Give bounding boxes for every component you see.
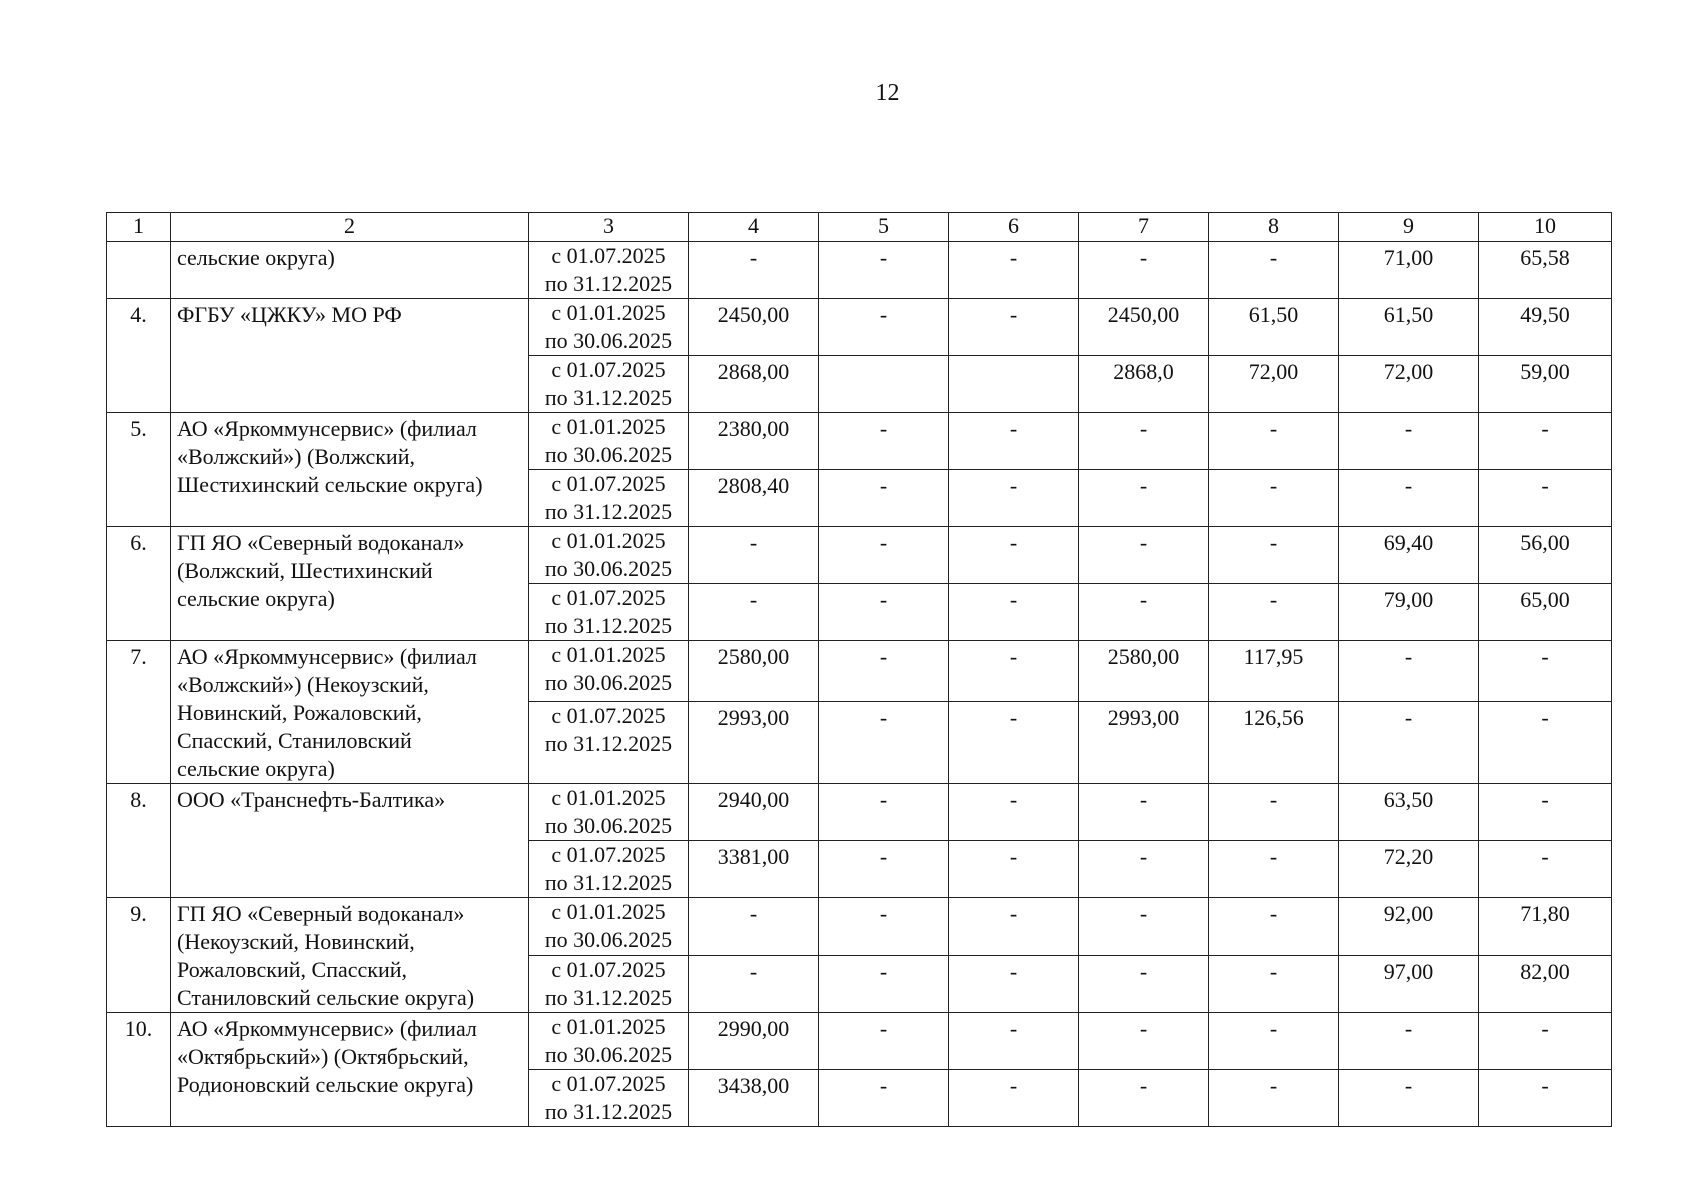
value-cell-col-5: - [819,898,949,956]
column-number-row [107,213,1612,242]
value-cell-col-6: - [949,1013,1079,1070]
value-cell-col-10: 56,00 [1479,527,1612,584]
table-row [107,413,1612,470]
value-cell-col-10: - [1479,641,1612,702]
value-cell-col-10: 65,00 [1479,584,1612,641]
table-row [107,641,1612,702]
value-cell-col-6 [949,356,1079,413]
value-cell-col-6: - [949,955,1079,1013]
organization-name: сельские округа) [171,242,529,299]
value-cell-col-4: - [689,584,819,641]
value-cell-col-9: - [1339,641,1479,702]
value-cell-col-8: - [1209,413,1339,470]
value-cell-col-7: - [1079,584,1209,641]
column-header: 8 [1209,213,1339,242]
value-cell-col-8: - [1209,1070,1339,1127]
value-cell-col-7: 2580,00 [1079,641,1209,702]
page-number: 12 [875,80,900,106]
value-cell-col-7: 2450,00 [1079,299,1209,356]
value-cell-col-10: 65,58 [1479,242,1612,299]
organization-name: ФГБУ «ЦЖКУ» МО РФ [171,299,529,413]
value-cell-col-6: - [949,584,1079,641]
value-cell-col-4: 2450,00 [689,299,819,356]
value-cell-col-5: - [819,584,949,641]
value-cell-col-9: 71,00 [1339,242,1479,299]
row-number: 8. [107,784,171,898]
organization-name: ГП ЯО «Северный водоканал» (Волжский, Шестихинский сельские округа) [171,527,529,641]
period-cell: с 01.07.2025 по 31.12.2025 [529,470,689,527]
organization-name: ГП ЯО «Северный водоканал» (Некоузский, Новинский, Рожаловский, Спасский, Станиловский сельские округа) [171,898,529,1013]
value-cell-col-4: 3438,00 [689,1070,819,1127]
period-cell: с 01.07.2025 по 31.12.2025 [529,702,689,784]
period-cell: с 01.01.2025 по 30.06.2025 [529,527,689,584]
value-cell-col-7: - [1079,784,1209,841]
value-cell-col-8: 117,95 [1209,641,1339,702]
column-header: 6 [949,213,1079,242]
value-cell-col-6: - [949,784,1079,841]
column-header: 4 [689,213,819,242]
value-cell-col-7: - [1079,413,1209,470]
table-row [107,527,1612,584]
value-cell-col-7: - [1079,470,1209,527]
value-cell-col-10: 49,50 [1479,299,1612,356]
value-cell-col-8: - [1209,784,1339,841]
value-cell-col-7: - [1079,242,1209,299]
organization-name: АО «Яркоммунсервис» (филиал «Октябрьский») (Октябрьский, Родионовский сельские округа) [171,1013,529,1127]
period-cell: с 01.07.2025 по 31.12.2025 [529,1070,689,1127]
period-cell: с 01.07.2025 по 31.12.2025 [529,242,689,299]
value-cell-col-6: - [949,1070,1079,1127]
row-number: 10. [107,1013,171,1127]
value-cell-col-9: 63,50 [1339,784,1479,841]
organization-name: АО «Яркоммунсервис» (филиал «Волжский») (Некоузский, Новинский, Рожаловский, Спасский, Станиловский сельские округа) [171,641,529,784]
value-cell-col-5: - [819,641,949,702]
value-cell-col-8: 72,00 [1209,356,1339,413]
value-cell-col-4: - [689,955,819,1013]
value-cell-col-7: - [1079,898,1209,956]
value-cell-col-6: - [949,470,1079,527]
period-cell: с 01.01.2025 по 30.06.2025 [529,299,689,356]
period-cell: с 01.01.2025 по 30.06.2025 [529,641,689,702]
column-header: 3 [529,213,689,242]
value-cell-col-4: 2808,40 [689,470,819,527]
value-cell-col-10: 59,00 [1479,356,1612,413]
table-row [107,898,1612,956]
value-cell-col-4: 2580,00 [689,641,819,702]
value-cell-col-4: 2868,00 [689,356,819,413]
value-cell-col-9: 97,00 [1339,955,1479,1013]
value-cell-col-9: 61,50 [1339,299,1479,356]
value-cell-col-8: - [1209,527,1339,584]
value-cell-col-8: 61,50 [1209,299,1339,356]
value-cell-col-9: - [1339,470,1479,527]
value-cell-col-8: - [1209,955,1339,1013]
value-cell-col-10: 82,00 [1479,955,1612,1013]
period-cell: с 01.01.2025 по 30.06.2025 [529,413,689,470]
value-cell-col-10: - [1479,1013,1612,1070]
value-cell-col-6: - [949,898,1079,956]
value-cell-col-6: - [949,702,1079,784]
value-cell-col-5: - [819,955,949,1013]
value-cell-col-9: - [1339,1070,1479,1127]
table-row [107,1013,1612,1070]
value-cell-col-10: 71,80 [1479,898,1612,956]
period-cell: с 01.01.2025 по 30.06.2025 [529,1013,689,1070]
value-cell-col-6: - [949,242,1079,299]
value-cell-col-10: - [1479,470,1612,527]
value-cell-col-9: - [1339,702,1479,784]
value-cell-col-7: - [1079,1013,1209,1070]
value-cell-col-4: - [689,527,819,584]
value-cell-col-10: - [1479,413,1612,470]
value-cell-col-7: - [1079,1070,1209,1127]
value-cell-col-6: - [949,299,1079,356]
column-header: 9 [1339,213,1479,242]
value-cell-col-5: - [819,1013,949,1070]
value-cell-col-5: - [819,299,949,356]
value-cell-col-5: - [819,841,949,898]
value-cell-col-8: - [1209,470,1339,527]
value-cell-col-4: 3381,00 [689,841,819,898]
value-cell-col-8: - [1209,841,1339,898]
column-header: 5 [819,213,949,242]
value-cell-col-4: - [689,242,819,299]
value-cell-col-5: - [819,527,949,584]
value-cell-col-9: 72,00 [1339,356,1479,413]
value-cell-col-7: 2868,0 [1079,356,1209,413]
value-cell-col-8: - [1209,1013,1339,1070]
value-cell-col-9: 69,40 [1339,527,1479,584]
value-cell-col-7: 2993,00 [1079,702,1209,784]
value-cell-col-8: 126,56 [1209,702,1339,784]
row-number: 5. [107,413,171,527]
period-cell: с 01.01.2025 по 30.06.2025 [529,784,689,841]
value-cell-col-4: 2380,00 [689,413,819,470]
period-cell: с 01.07.2025 по 31.12.2025 [529,955,689,1013]
value-cell-col-8: - [1209,898,1339,956]
column-header: 10 [1479,213,1612,242]
value-cell-col-10: - [1479,1070,1612,1127]
value-cell-col-5: - [819,1070,949,1127]
organization-name: АО «Яркоммунсервис» (филиал «Волжский») (Волжский, Шестихинский сельские округа) [171,413,529,527]
value-cell-col-6: - [949,413,1079,470]
value-cell-col-9: - [1339,1013,1479,1070]
value-cell-col-6: - [949,641,1079,702]
tariff-table [106,212,1612,1127]
row-number: 7. [107,641,171,784]
period-cell: с 01.07.2025 по 31.12.2025 [529,841,689,898]
table-body [107,242,1612,1127]
value-cell-col-9: 92,00 [1339,898,1479,956]
value-cell-col-5: - [819,413,949,470]
value-cell-col-5: - [819,784,949,841]
table-row [107,242,1612,299]
value-cell-col-7: - [1079,527,1209,584]
value-cell-col-9: 72,20 [1339,841,1479,898]
row-number [107,242,171,299]
value-cell-col-6: - [949,527,1079,584]
period-cell: с 01.07.2025 по 31.12.2025 [529,356,689,413]
value-cell-col-8: - [1209,584,1339,641]
value-cell-col-4: - [689,898,819,956]
value-cell-col-4: 2940,00 [689,784,819,841]
column-header: 7 [1079,213,1209,242]
row-number: 9. [107,898,171,1013]
table-row [107,299,1612,356]
value-cell-col-7: - [1079,955,1209,1013]
value-cell-col-10: - [1479,784,1612,841]
value-cell-col-6: - [949,841,1079,898]
value-cell-col-9: 79,00 [1339,584,1479,641]
value-cell-col-10: - [1479,841,1612,898]
period-cell: с 01.01.2025 по 30.06.2025 [529,898,689,956]
value-cell-col-10: - [1479,702,1612,784]
value-cell-col-7: - [1079,841,1209,898]
value-cell-col-5: - [819,702,949,784]
column-header: 2 [171,213,529,242]
row-number: 4. [107,299,171,413]
period-cell: с 01.07.2025 по 31.12.2025 [529,584,689,641]
value-cell-col-5: - [819,470,949,527]
value-cell-col-5 [819,356,949,413]
value-cell-col-5: - [819,242,949,299]
column-header: 1 [107,213,171,242]
row-number: 6. [107,527,171,641]
value-cell-col-4: 2993,00 [689,702,819,784]
table-row [107,784,1612,841]
value-cell-col-4: 2990,00 [689,1013,819,1070]
value-cell-col-8: - [1209,242,1339,299]
value-cell-col-9: - [1339,413,1479,470]
organization-name: ООО «Транснефть-Балтика» [171,784,529,898]
